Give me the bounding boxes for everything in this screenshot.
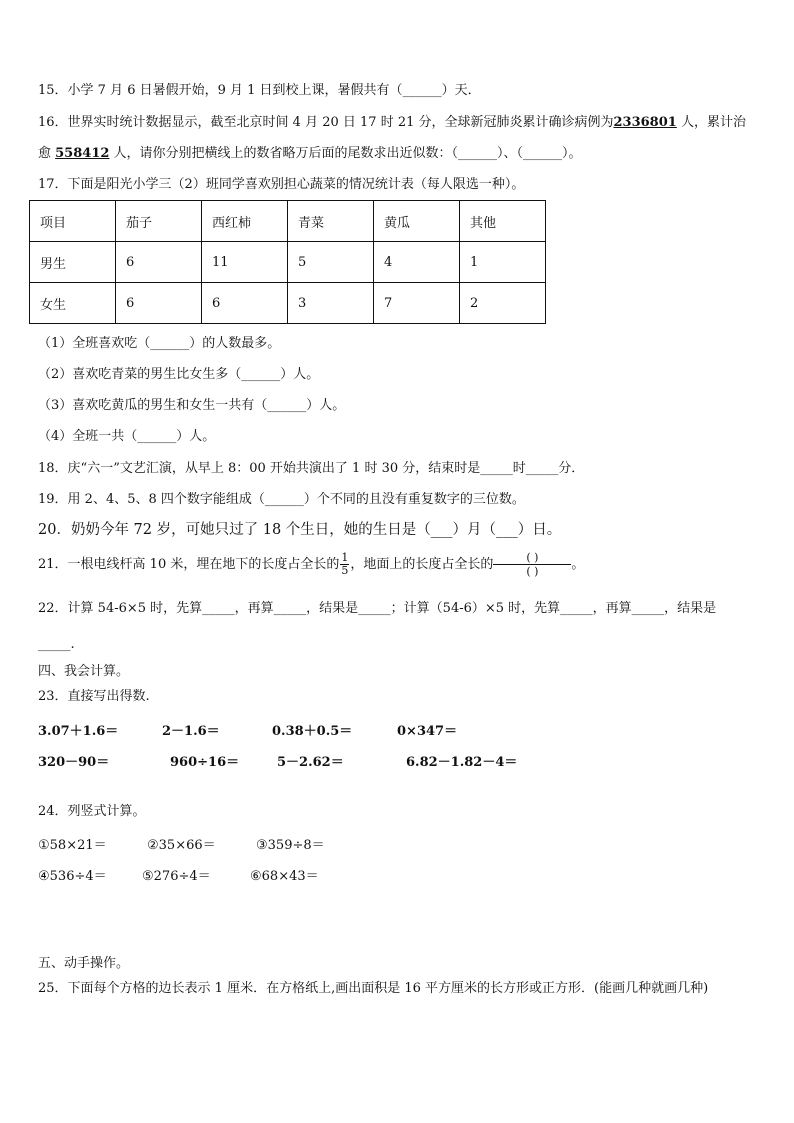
table-header-cell: 其他 xyxy=(460,201,546,242)
vegetable-stat-table xyxy=(29,200,546,324)
vertical-calc-item: ⑥68×43＝ xyxy=(250,869,319,884)
fraction-numerator: 1 xyxy=(341,551,349,564)
question-17-intro: 17．下面是阳光小学三（2）班同学喜欢别担心蔬菜的情况统计表（每人限选一种）。 xyxy=(38,177,525,192)
table-cell: 7 xyxy=(374,283,460,324)
question-17-sub-4: （4）全班一共（______）人。 xyxy=(38,429,216,444)
q16-line2-post: 人，请你分别把横线上的数省略万后面的尾数求出近似数：（______）、（______）。 xyxy=(109,146,582,161)
q15-tail: ）天． xyxy=(441,83,481,98)
fraction-one-fifth xyxy=(340,552,349,577)
table-cell: 6 xyxy=(116,283,202,324)
q21-pre: 21．一根电线杆高 10 米，埋在地下的长度占全长的 xyxy=(38,557,340,572)
vertical-calc-item: ⑤276÷4＝ xyxy=(142,869,211,884)
table-row xyxy=(30,242,546,283)
table-cell: 1 xyxy=(460,242,546,283)
answer-denominator-blank[interactable]: ( ) xyxy=(526,565,539,578)
question-20: 20．奶奶今年 72 岁，可她只过了 18 个生日，她的生日是（___）月（___）日。 xyxy=(38,522,562,538)
q15-text: 15．小学 7 月 6 日暑假开始，9 月 1 日到校上课，暑假共有（ xyxy=(38,83,403,98)
table-cell: 5 xyxy=(288,242,374,283)
table-cell: 6 xyxy=(202,283,288,324)
table-cell: 11 xyxy=(202,242,288,283)
q16-number-1: 2336801 xyxy=(613,115,677,130)
q21-mid: ，地面上的长度占全长的 xyxy=(350,557,494,572)
q21-post: 。 xyxy=(571,557,585,572)
calc-item: 3.07＋1.6＝ xyxy=(38,724,119,739)
vertical-calc-item: ①58×21＝ xyxy=(38,838,107,853)
question-16-line-1 xyxy=(38,114,746,132)
q15-blank[interactable]: ______ xyxy=(402,83,442,98)
question-18: 18．庆“六一”文艺汇演，从早上 8：00 开始共演出了 1 时 30 分，结束时是_____时_____分． xyxy=(38,461,585,476)
question-22-line-2: _____. xyxy=(38,637,75,652)
section-4-heading: 四、我会计算。 xyxy=(38,664,130,679)
table-cell: 男生 xyxy=(30,242,116,283)
question-24-title: 24．列竖式计算。 xyxy=(38,804,146,819)
calc-item: 5－2.62＝ xyxy=(277,755,344,770)
table-header-cell: 黄瓜 xyxy=(374,201,460,242)
answer-numerator-blank[interactable]: ( ) xyxy=(493,551,571,565)
question-22-line-1: 22．计算 54-6×5 时，先算_____，再算_____，结果是_____；计算（54-6）×5 时，先算_____，再算_____，结果是 xyxy=(38,601,717,616)
table-cell: 女生 xyxy=(30,283,116,324)
table-header-cell: 青菜 xyxy=(288,201,374,242)
question-17-sub-2: （2）喜欢吃青菜的男生比女生多（______）人。 xyxy=(38,367,320,382)
question-16-line-2 xyxy=(38,145,582,163)
q16-line1-post: 人，累计治 xyxy=(676,115,746,130)
calc-item: 960÷16＝ xyxy=(170,755,240,770)
q16-line1-pre: 16．世界实时统计数据显示，截至北京时间 4 月 20 日 17 时 21 分，全球新冠肺炎累计确诊病例为 xyxy=(38,115,614,130)
table-cell: 6 xyxy=(116,242,202,283)
table-header-cell: 茄子 xyxy=(116,201,202,242)
calc-item: 0×347＝ xyxy=(397,724,458,739)
table-header-cell: 项目 xyxy=(30,201,116,242)
question-15 xyxy=(38,82,481,100)
answer-fraction-blank[interactable] xyxy=(493,551,571,578)
calc-item: 6.82－1.82－4＝ xyxy=(406,755,518,770)
question-25: 25．下面每个方格的边长表示 1 厘米．在方格纸上,画出面积是 16 平方厘米的长方形或正方形．(能画几种就画几种) xyxy=(38,981,709,996)
q16-number-2: 558412 xyxy=(55,146,110,161)
table-header-cell: 西红柿 xyxy=(202,201,288,242)
q16-line2-pre: 愈 xyxy=(38,146,56,161)
question-19: 19．用 2、4、5、8 四个数字能组成（______）个不同的且没有重复数字的三位数。 xyxy=(38,492,525,507)
table-header-row xyxy=(30,201,546,242)
calc-item: 320－90＝ xyxy=(38,755,110,770)
vertical-calc-item: ②35×66＝ xyxy=(147,838,216,853)
fraction-denominator: 5 xyxy=(341,564,349,577)
table-cell: 4 xyxy=(374,242,460,283)
calc-item: 2－1.6＝ xyxy=(162,724,220,739)
section-5-heading: 五、动手操作。 xyxy=(38,956,130,971)
question-17-sub-3: （3）喜欢吃黄瓜的男生和女生一共有（______）人。 xyxy=(38,398,346,413)
vertical-calc-item: ④536÷4＝ xyxy=(38,869,107,884)
table-cell: 3 xyxy=(288,283,374,324)
table-cell: 2 xyxy=(460,283,546,324)
table-row xyxy=(30,283,546,324)
question-23-title: 23．直接写出得数. xyxy=(38,689,150,704)
question-21 xyxy=(38,551,584,579)
question-17-sub-1: （1）全班喜欢吃（______）的人数最多。 xyxy=(38,336,281,351)
calc-item: 0.38＋0.5＝ xyxy=(272,724,353,739)
vertical-calc-item: ③359÷8＝ xyxy=(256,838,325,853)
